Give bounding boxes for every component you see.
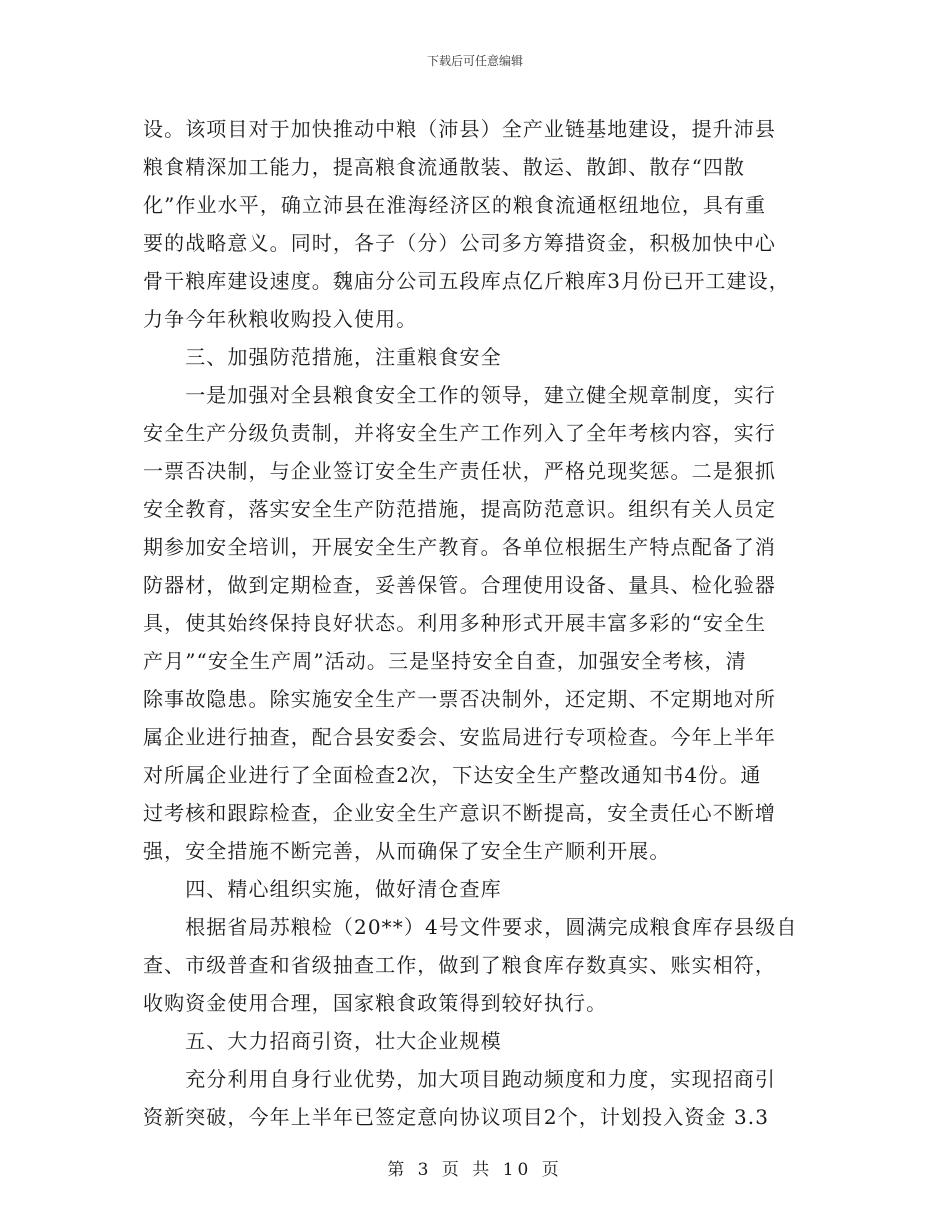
- page-header: 下载后可任意编辑: [426, 54, 523, 68]
- text-line: 除事故隐患。除实施安全生产一票否决制外，还定期、不定期地对所: [143, 687, 776, 711]
- text-line: 安全生产分级负责制，并将安全生产工作列入了全年考核内容，实行: [143, 421, 776, 445]
- section-heading: 四、精心组织实施，做好清仓查库: [143, 877, 502, 901]
- body-text: [143, 110, 823, 1136]
- text-line: 查、市级普查和省级抽查工作，做到了粮食库存数真实、账实相符，: [143, 953, 776, 977]
- text-line: 期参加安全培训，开展安全生产教育。各单位根据生产特点配备了消: [143, 535, 776, 559]
- text-line: 安全教育，落实安全生产防范措施，提高防范意识。组织有关人员定: [143, 497, 776, 521]
- text-line: 化”作业水平，确立沛县在淮海经济区的粮食流通枢纽地位，具有重: [143, 193, 767, 217]
- text-line: 对所属企业进行了全面检查2次，下达安全生产整改通知书4份。通: [143, 763, 762, 787]
- text-line: 骨干粮库建设速度。魏庙分公司五段库点亿斤粮库3月份已开工建设，: [143, 269, 790, 293]
- text-line: 强，安全措施不断完善，从而确保了安全生产顺利开展。: [143, 839, 671, 863]
- text-line: 防器材，做到定期检查，妥善保管。合理使用设备、量具、检化验器: [143, 573, 776, 597]
- text-line: 产月”“安全生产周”活动。三是坚持安全自查，加强安全考核，清: [143, 649, 747, 673]
- text-line: 收购资金使用合理，国家粮食政策得到较好执行。: [143, 991, 608, 1015]
- text-line: 粮食精深加工能力，提高粮食流通散装、散运、散卸、散存“四散: [143, 155, 746, 179]
- text-line: 一是加强对全县粮食安全工作的领导，建立健全规章制度，实行: [143, 383, 776, 407]
- text-line: 充分利用自身行业优势，加大项目跑动频度和力度，实现招商引: [143, 1067, 776, 1091]
- section-heading: 五、大力招商引资，壮大企业规模: [143, 1029, 502, 1053]
- text-line: 过考核和跟踪检查，企业安全生产意识不断提高，安全责任心不断增: [143, 801, 776, 825]
- section-heading: 三、加强防范措施，注重粮食安全: [143, 345, 502, 369]
- page-footer: 第 3 页 共 10 页: [387, 1160, 563, 1180]
- text-line: 资新突破，今年上半年已签定意向协议项目2个，计划投入资金 3.3: [143, 1105, 770, 1129]
- text-line: 一票否决制，与企业签订安全生产责任状，严格兑现奖惩。二是狠抓: [143, 459, 776, 483]
- text-line: 力争今年秋粮收购投入使用。: [143, 307, 418, 331]
- text-line: 根据省局苏粮检（20**）4号文件要求，圆满完成粮食库存县级自: [143, 915, 798, 939]
- text-line: 属企业进行抽查，配合县安委会、安监局进行专项检查。今年上半年: [143, 725, 776, 749]
- text-line: 具，使其始终保持良好状态。利用多种形式开展丰富多彩的“安全生: [143, 611, 767, 635]
- text-line: 设。该项目对于加快推动中粮（沛县）全产业链基地建设，提升沛县: [143, 117, 776, 141]
- text-line: 要的战略意义。同时，各子（分）公司多方筹措资金，积极加快中心: [143, 231, 776, 255]
